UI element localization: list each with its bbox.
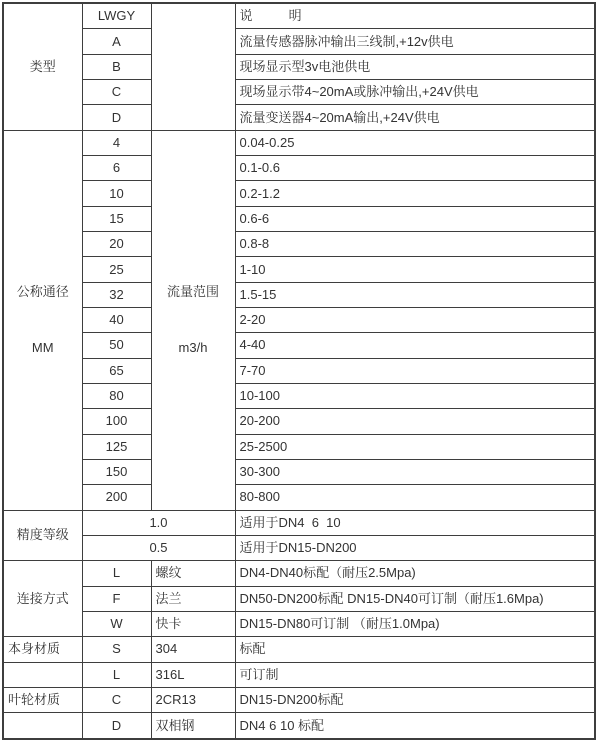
flow-range-cell: 7-70 [235,358,595,383]
table-row [3,460,595,485]
flow-range-cell: 80-800 [235,485,595,510]
table-row [3,434,595,459]
type-label-cell: 类型 [3,3,82,130]
type-desc-cell: 流量传感器脉冲输出三线制,+12v供电 [235,29,595,54]
dn-value-cell: 10 [82,181,151,206]
body-material-label-cell: 本身材质 [3,637,82,662]
table-row [3,485,595,510]
table-row [3,130,595,155]
type-desc-cell: 流量变送器4~20mA输出,+24V供电 [235,105,595,130]
material-desc-cell: 标配 [235,637,595,662]
flow-range-cell: 0.04-0.25 [235,130,595,155]
dn-value-cell: 125 [82,434,151,459]
flow-range-cell: 1.5-15 [235,282,595,307]
table-row [3,206,595,231]
flow-range-cell: 0.2-1.2 [235,181,595,206]
dn-value-cell: 200 [82,485,151,510]
dn-value-cell: 50 [82,333,151,358]
material-name-cell: 316L [151,662,235,687]
table-row [3,80,595,105]
table-row [3,688,595,713]
material-code-cell: D [82,713,151,739]
dn-value-cell: 40 [82,308,151,333]
flow-range-cell: 0.8-8 [235,232,595,257]
connection-name-cell: 快卡 [151,612,235,637]
flow-range-cell: 0.1-0.6 [235,156,595,181]
table-row [3,232,595,257]
model-code-header-cell: LWGY [82,3,151,29]
material-name-cell: 双相钢 [151,713,235,739]
dn-value-cell: 6 [82,156,151,181]
body-material-empty-cell [3,662,82,687]
spec-table [2,2,596,740]
connection-name-cell: 螺纹 [151,561,235,586]
table-row [3,333,595,358]
type-desc-cell: 现场显示型3v电池供电 [235,54,595,79]
table-row [3,612,595,637]
flow-range-cell: 20-200 [235,409,595,434]
material-code-cell: L [82,662,151,687]
material-desc-cell: 可订制 [235,662,595,687]
dn-value-cell: 100 [82,409,151,434]
table-row [3,637,595,662]
table-row [3,181,595,206]
table-row [3,358,595,383]
table-row [3,384,595,409]
type-code-cell: C [82,80,151,105]
table-row [3,29,595,54]
connection-name-cell: 法兰 [151,586,235,611]
dn-value-cell: 20 [82,232,151,257]
connection-desc-cell: DN50-DN200标配 DN15-DN40可订制（耐压1.6Mpa) [235,586,595,611]
table-row [3,156,595,181]
dn-value-cell: 32 [82,282,151,307]
diameter-label-line1: 公称通径 [16,284,69,300]
material-code-cell: C [82,688,151,713]
impeller-material-empty-cell [3,713,82,739]
accuracy-grade-cell: 1.0 [82,510,235,535]
diameter-label-line2: MM [31,340,54,356]
accuracy-grade-cell: 0.5 [82,536,235,561]
type-code-cell: A [82,29,151,54]
flow-range-label-line2: m3/h [178,340,208,356]
table-row [3,105,595,130]
dn-value-cell: 65 [82,358,151,383]
dn-value-cell: 15 [82,206,151,231]
impeller-material-label-cell: 叶轮材质 [3,688,82,713]
accuracy-desc-cell: 适用于DN4 6 10 [235,510,595,535]
table-row [3,561,595,586]
type-desc-cell: 现场显示带4~20mA或脉冲输出,+24V供电 [235,80,595,105]
dn-value-cell: 4 [82,130,151,155]
table-row [3,536,595,561]
table-row [3,54,595,79]
flow-range-cell: 30-300 [235,460,595,485]
table-row [3,713,595,739]
table-row [3,308,595,333]
accuracy-label-cell: 精度等级 [3,510,82,561]
flow-range-label-cell [151,130,235,510]
material-code-cell: S [82,637,151,662]
dn-value-cell: 150 [82,460,151,485]
flow-range-cell: 0.6-6 [235,206,595,231]
type-code-cell: D [82,105,151,130]
flow-range-cell: 25-2500 [235,434,595,459]
flow-range-cell: 2-20 [235,308,595,333]
material-name-cell: 2CR13 [151,688,235,713]
table-row [3,662,595,687]
table-row [3,282,595,307]
flow-range-cell: 4-40 [235,333,595,358]
dn-value-cell: 25 [82,257,151,282]
table-row [3,257,595,282]
flow-range-label-line1: 流量范围 [166,284,219,300]
flow-range-cell: 1-10 [235,257,595,282]
connection-code-cell: L [82,561,151,586]
material-desc-cell: DN4 6 10 标配 [235,713,595,739]
description-header-cell: 说 明 [235,3,595,29]
diameter-label-cell [3,130,82,510]
flow-range-cell: 10-100 [235,384,595,409]
table-row [3,3,595,29]
connection-desc-cell: DN15-DN80可订制 （耐压1.0Mpa) [235,612,595,637]
connection-label-cell: 连接方式 [3,561,82,637]
type-empty-cell [151,3,235,130]
accuracy-desc-cell: 适用于DN15-DN200 [235,536,595,561]
connection-code-cell: F [82,586,151,611]
table-row [3,586,595,611]
table-row [3,510,595,535]
material-name-cell: 304 [151,637,235,662]
type-code-cell: B [82,54,151,79]
dn-value-cell: 80 [82,384,151,409]
material-desc-cell: DN15-DN200标配 [235,688,595,713]
connection-code-cell: W [82,612,151,637]
table-row [3,409,595,434]
connection-desc-cell: DN4-DN40标配（耐压2.5Mpa) [235,561,595,586]
